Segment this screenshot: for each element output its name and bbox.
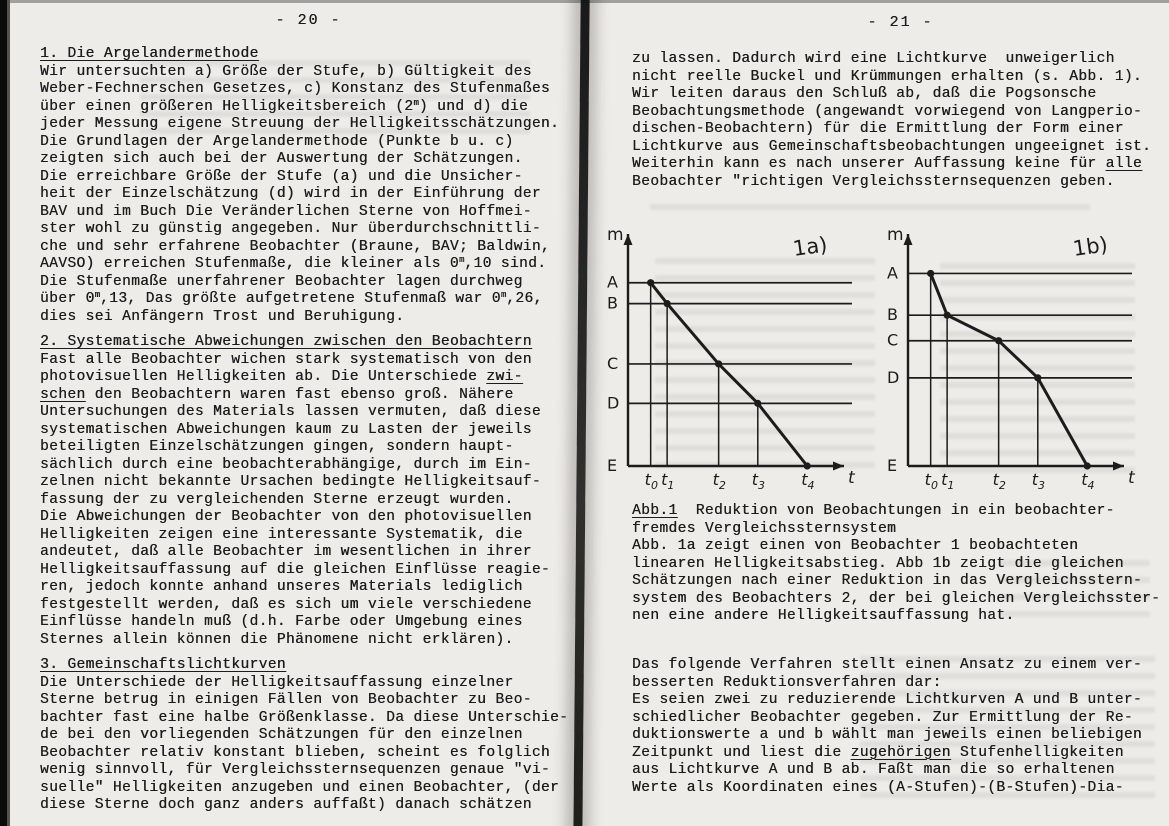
- svg-text:t: t: [848, 468, 855, 488]
- svg-text:A: A: [607, 272, 618, 292]
- svg-text:t0: $t_0$: [924, 470, 938, 492]
- intro-paragraph: zu lassen. Dadurch wird eine Lichtkurve unweigerlich nicht reelle Buckel und Krümmungen erhalten (s. Abb. 1). Wir leiten daraus den Schluß ab, daß die Pogsonsche Beobachtungsmethode (angewandt vorwiegend von Langperio- dischen-Beobachtern) für die Ermittlung der Form einer Lichtkurve aus Gemeinschaftsbeobachtungen ungeeignet ist. Weiterhin kann es nach unserer Auffassung keine für alle Beobachter "richtigen Vergleichssternsequenzen geben.: [632, 51, 1152, 190]
- svg-text:t2: $t_2$: [712, 470, 726, 492]
- figure-1a-chart: [602, 220, 860, 503]
- svg-text:t3: $t_3$: [1031, 470, 1046, 492]
- section-heading: 3. Gemeinschaftslichtkurven: [40, 657, 286, 673]
- svg-text:t1: $t_1$: [661, 470, 675, 492]
- section-argelandermethode: [40, 46, 585, 326]
- section-body: Die Unterschiede der Helligkeitsauffassung einzelner Sterne betrug in einigen Fällen von Beobachter zu Beo- bachter fast eine halbe Größenklasse. Da diese Unterschie- de bei den vorliegenden Schätzungen für den einzelnen Beobachter relativ konstant blieben, scheint es folglich wenig sinnvoll, für Vergleichssternsequenzen genaue "vi- suelle" Helligkeiten anzugeben und einen Beobachter, (der diese Sterne doch ganz anders auffaßt) danach schätzen: [40, 674, 569, 813]
- page-20-text-column: [40, 46, 585, 823]
- svg-text:t4: $t_4$: [801, 470, 815, 492]
- svg-text:D: D: [887, 367, 900, 387]
- svg-text:D: D: [607, 393, 620, 413]
- figure-1b-chart: [882, 220, 1140, 503]
- bleedthrough-ghost: [650, 196, 1090, 220]
- svg-text:t: t: [1128, 468, 1135, 488]
- svg-text:t4: $t_4$: [1081, 470, 1095, 492]
- svg-text:C: C: [607, 353, 619, 373]
- svg-text:C: C: [887, 330, 899, 350]
- body-paragraph: Das folgende Verfahren stellt einen Ansatz zu einem ver- besserten Reduktionsverfahren dar: Es seien zwei zu reduzierende Lichtkurven A und B unter- schiedlicher Beobachter gegeben. Zur Ermittlung der Re- duktionswerte a und b wählt man jeweils einen beliebigen Zeitpunkt und liest die zugehörigen Stufenhelligkeiten aus Lichtkurve A und B ab. Faßt man die so erhaltenen Werte als Koordinaten eines (A-Stufen)-(B-Stufen)-Dia-: [632, 657, 1143, 796]
- section-systematische-abweichungen: [40, 334, 585, 649]
- svg-text:1a): 1a): [791, 232, 829, 261]
- svg-text:m: m: [607, 225, 624, 245]
- svg-text:B: B: [887, 305, 898, 325]
- page-number: - 21 -: [867, 14, 934, 31]
- svg-text:t2: $t_2$: [992, 470, 1006, 492]
- section-heading: 1. Die Argelandermethode: [40, 46, 259, 62]
- svg-text:t3: $t_3$: [751, 470, 766, 492]
- svg-text:m: m: [887, 225, 904, 245]
- svg-text:A: A: [887, 263, 898, 283]
- section-gemeinschaftslichtkurven: [40, 657, 585, 815]
- svg-text:t1: $t_1$: [941, 470, 955, 492]
- chart-svg: [602, 220, 860, 498]
- svg-text:1b): 1b): [1071, 232, 1110, 261]
- svg-text:E: E: [607, 456, 618, 475]
- figure-caption: Abb.1 Reduktion von Beobachtungen in ein beobachter- fremdes Vergleichssternsystem Abb. 1a zeigt einen von Beobachter 1 beobachteten linearen Helligkeitsabstieg. Abb 1b zeigt die gleichen Schätzungen nach einer Reduktion in das Vergleichsstern- system des Beobachters 2, der bei gleichen Vergleichsster- nen eine andere Helligkeitsauffassung hat.: [632, 503, 1161, 624]
- svg-text:B: B: [607, 293, 618, 313]
- section-body: Wir untersuchten a) Größe der Stufe, b) Gültigkeit des Weber-Fechnerschen Gesetzes, c) Konstanz des Stufenmaßes über einen größeren Helligkeitsbereich (2$^m$) und d) die jeder Messung eigene Streuung der Helligkeitsschätzungen. Die Grundlagen der Argelandermethode (Punkte b u. c) zeigten sich auch bei der Auswertung der Schätzungen. Die erreichbare Größe der Stufe (a) und die Unsicher- heit der Einzelschätzung (d) wird in der Einführung der BAV und im Buch Die Veränderlichen Sterne von Hoffmei- ster wohl zu günstig angegeben. Nur überdurchschnittli- che und sehr erfahrene Beobachter (Braune, BAV; Baldwin, AAVSO) erreichen Stufenmaße, die kleiner als 0$^m$,10 sind. Die Stufenmaße unerfahrener Beobachter lagen durchweg über 0$^m$,13, Das größte aufgetretene Stufenmaß war 0$^m$,26, dies sei Anfängern Trost und Beruhigung.: [40, 63, 560, 325]
- section-body: Fast alle Beobachter wichen stark systematisch von den photovisuellen Helligkeiten ab. Die Unterschiede zwi- schen den Beobachtern waren fast ebenso groß. Nähere Untersuchungen des Materials lassen vermuten, daß diese systematischen Abweichungen kaum zu Lasten der jeweils beteiligten Einzelschätzungen gingen, sondern haupt- sächlich durch eine beobachterabhängige, durch im Ein- zelnen nicht bekannte Ursachen bedingte Helligkeitsauf- fassung der zu vergleichenden Sterne erzeugt wurden. Die Abweichungen der Beobachter von den photovisuellen Helligkeiten zeigen eine interessante Systematik, die andeutet, daß alle Beobachter im wesentlichen in ihrer Helligkeitsauffassung auf die gleichen Einflüsse reagie- ren, jedoch konnte anhand unseres Materials lediglich festgestellt werden, daß es sich um viele verschiedene Einflüsse handeln muß (d.h. Farbe oder Umgebung eines Sternes allein können die Phänomene nicht erklären).: [40, 351, 551, 648]
- page-number: - 20 -: [275, 12, 342, 29]
- chart-svg: [882, 220, 1140, 498]
- svg-text:E: E: [887, 456, 898, 475]
- section-heading: 2. Systematische Abweichungen zwischen den Beobachtern: [40, 334, 532, 350]
- svg-text:t0: $t_0$: [644, 470, 658, 492]
- scan-left-edge: [0, 0, 10, 826]
